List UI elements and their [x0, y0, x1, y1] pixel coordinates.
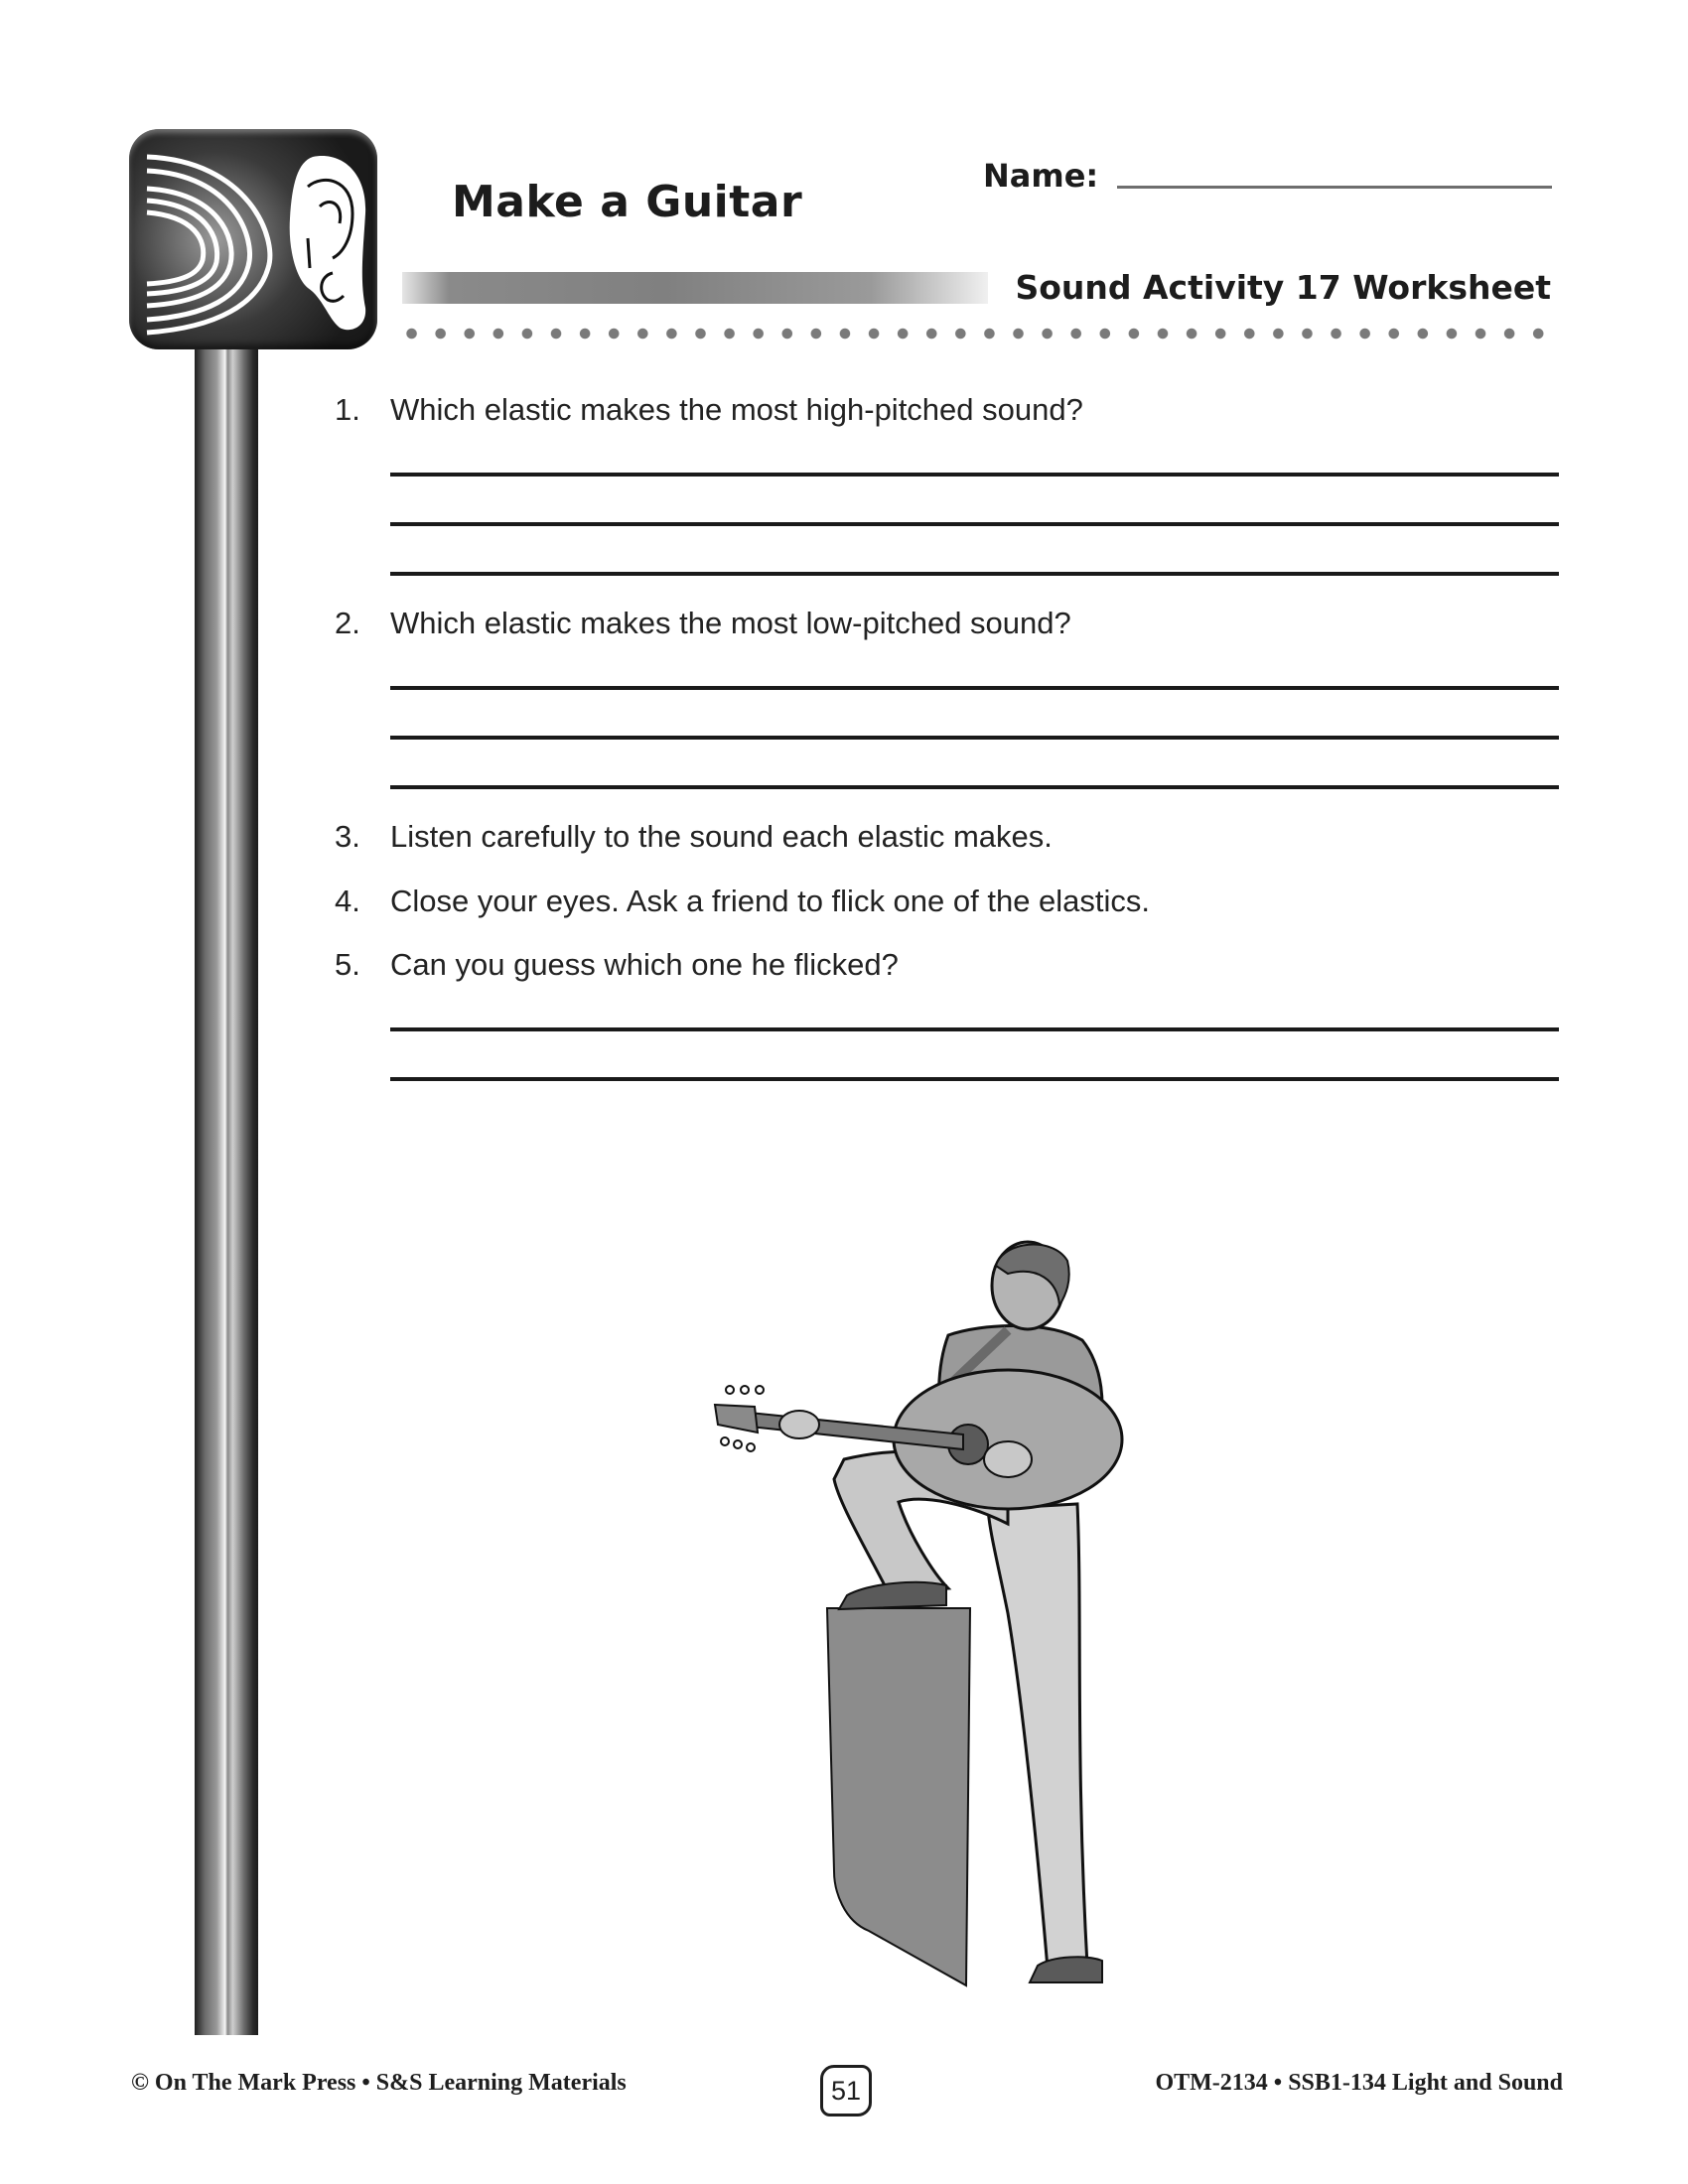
guitar-player-illustration — [710, 1236, 1167, 1990]
answer-line-1b[interactable] — [390, 522, 1559, 526]
answer-line-2b[interactable] — [390, 736, 1559, 740]
page-number: 51 — [820, 2065, 872, 2116]
question-number: 2. — [335, 606, 360, 640]
sound-waves-ear-icon — [129, 129, 377, 349]
name-field[interactable] — [1117, 186, 1552, 189]
answer-line-5b[interactable] — [390, 1077, 1559, 1081]
question-number: 5. — [335, 947, 360, 982]
decorative-pole — [195, 349, 258, 2035]
answer-line-2a[interactable] — [390, 686, 1559, 690]
question-text: Listen carefully to the sound each elastic makes. — [390, 819, 1053, 854]
answer-line-1a[interactable] — [390, 473, 1559, 477]
question-text: Which elastic makes the most low-pitched sound? — [390, 606, 1071, 640]
footer-copyright: © On The Mark Press • S&S Learning Materials — [131, 2070, 627, 2096]
question-text: Which elastic makes the most high-pitched sound? — [390, 392, 1083, 427]
dotted-divider — [397, 328, 1554, 340]
worksheet-subtitle: Sound Activity 17 Worksheet — [1015, 268, 1551, 307]
answer-line-5a[interactable] — [390, 1027, 1559, 1031]
decorative-gradient-bar — [402, 272, 988, 304]
footer-product-code: OTM-2134 • SSB1-134 Light and Sound — [1155, 2070, 1563, 2096]
question-number: 1. — [335, 392, 360, 427]
question-number: 4. — [335, 884, 360, 918]
question-text: Close your eyes. Ask a friend to flick one of the elastics. — [390, 884, 1151, 918]
guitar-player-icon — [710, 1236, 1167, 1990]
logo-ear-sound-icon — [129, 129, 377, 349]
answer-line-1c[interactable] — [390, 572, 1559, 576]
name-label: Name: — [983, 157, 1099, 195]
question-text: Can you guess which one he flicked? — [390, 947, 899, 982]
page-title: Make a Guitar — [452, 177, 803, 227]
question-number: 3. — [335, 819, 360, 854]
answer-line-2c[interactable] — [390, 785, 1559, 789]
